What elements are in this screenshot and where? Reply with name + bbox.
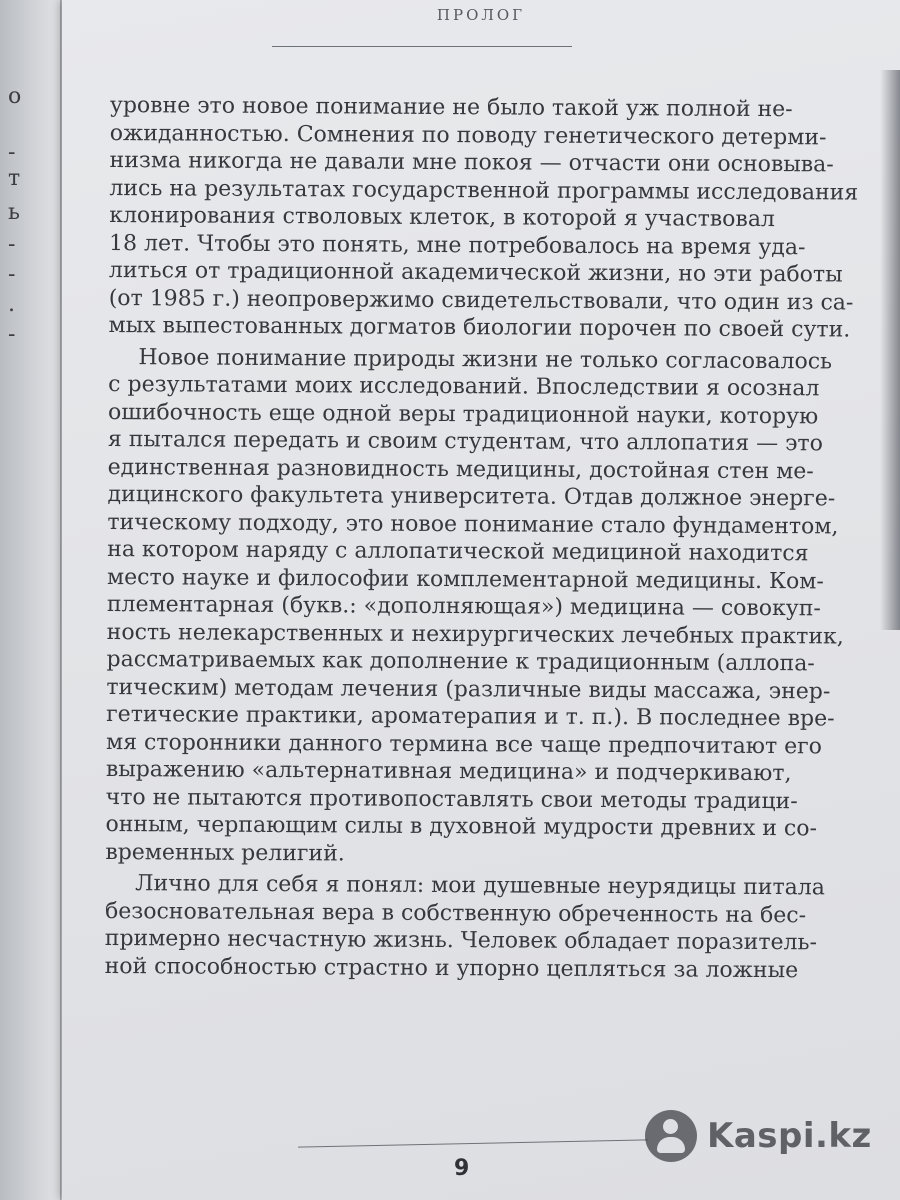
text-line: что не пытаются противопоставлять свои методы традици- [105, 784, 798, 814]
running-header: ПРОЛОГ [436, 6, 526, 24]
header-rule [272, 46, 572, 47]
paragraph [108, 92, 859, 344]
previous-page-fragment: . [8, 292, 15, 317]
text-line: дицинского факультета университета. Отдав должное энерге- [107, 481, 836, 512]
text-line: клонирования стволовых клеток, в которой я участвовал [109, 202, 776, 233]
body-text [104, 92, 859, 984]
text-line: единственная разновидность медицины, достойная стен ме- [107, 454, 814, 484]
text-line: ность нелекарственных и нехирургических лечебных практик, [106, 619, 844, 649]
text-line: Лично для себя я понял: мои душевные неурядицы питала [135, 871, 825, 901]
text-line: ожиданностью. Сомнения по поводу генетического детерми- [109, 120, 827, 150]
text-line: выражению «альтернативная медицина» и подчеркивают, [105, 756, 792, 787]
watermark [645, 1110, 872, 1162]
text-line: ошибочность еще одной веры традиционной науки, которую [107, 399, 819, 429]
previous-page-fragment: - [8, 232, 16, 257]
previous-page-fragment: ь [8, 200, 20, 225]
watermark-text: Kaspi.kz [707, 1116, 872, 1156]
text-line: лись на результатах государственной программы исследования [109, 175, 859, 206]
person-icon [645, 1110, 697, 1162]
text-line: Новое понимание природы жизни не только согласовалось [138, 344, 833, 374]
text-line: место науке и философии комплементарной медицины. Ком- [106, 564, 824, 594]
previous-page-fragment: т [8, 166, 21, 191]
text-line: тическому подходу, это новое понимание стало фундаментом, [107, 509, 839, 539]
text-line: онным, черпающим силы в духовной мудрости древних и со- [105, 811, 818, 842]
previous-page-fragment: о [8, 84, 22, 109]
text-line: мя сторонники данного термина все чаще предпочитают его [105, 729, 823, 759]
previous-page-edge [0, 0, 61, 1200]
text-line: тическим) методам лечения (различные виды массажа, энер- [106, 674, 831, 704]
text-line: мых выпестованных догматов биологии порочен по своей сути. [108, 312, 851, 343]
previous-page-fragment: - [8, 262, 16, 287]
paragraph [105, 870, 826, 984]
text-line: плементарная (букв.: «дополняющая») медицина — совокуп- [106, 591, 821, 622]
text-line: гетические практики, ароматерапия и т. п.). В последнее вре- [106, 701, 835, 732]
page-number: 9 [454, 1156, 470, 1181]
previous-page-fragment: - [8, 322, 16, 347]
text-line: уровне это новое понимание не было такой уж полной не- [109, 92, 793, 123]
page-edge-shadow [880, 70, 900, 630]
text-line: я пытался передать и своим студентам, что аллопатия — это [107, 426, 823, 457]
text-line: 18 лет. Чтобы это понять, мне потребовалось на время уда- [109, 230, 806, 260]
footer-rule [298, 1139, 648, 1147]
text-line: литься от традиционной академической жизни, но эти работы [108, 257, 843, 288]
text-line: (от 1985 г.) неопровержимо свидетельствовали, что один из са- [108, 285, 854, 316]
text-line: ной способностью страстно и упорно цепляться за ложные [104, 953, 799, 983]
previous-page-fragment: - [8, 140, 16, 165]
text-line: с результатами моих исследований. Впоследствии я осознал [108, 371, 820, 402]
paragraph [105, 343, 844, 870]
text-line: рассматриваемых как дополнение к традиционным (аллопа- [106, 646, 815, 677]
text-line: низма никогда не давали мне покоя — отчасти они основыва- [109, 147, 834, 178]
book-page [62, 0, 900, 1200]
text-line: безосновательная вера в собственную обреченность на бес- [104, 898, 807, 928]
text-line: примерно несчастную жизнь. Человек обладает поразитель- [104, 925, 818, 956]
text-line: временных религий. [105, 839, 345, 866]
text-line: на котором наряду с аллопатической медициной находится [107, 536, 809, 567]
